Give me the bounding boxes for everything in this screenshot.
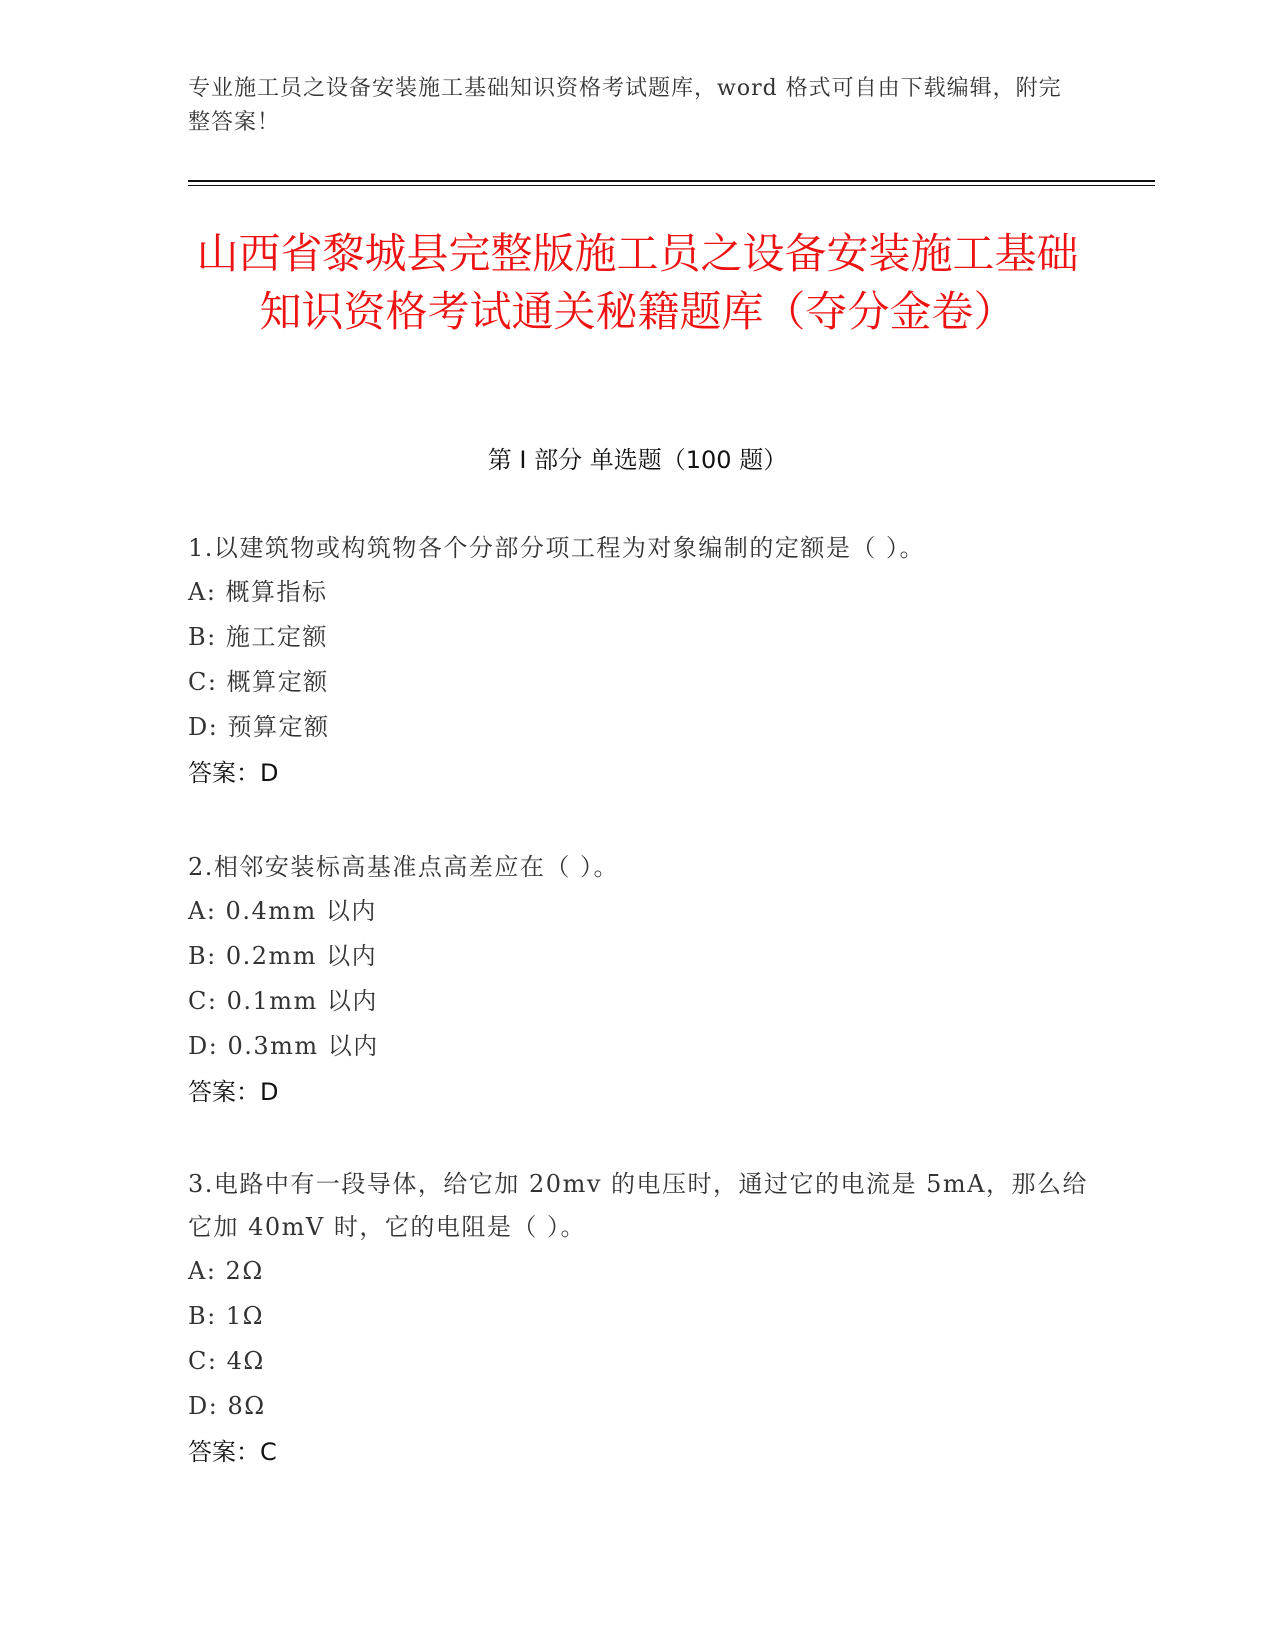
- header-divider-thin: [188, 185, 1155, 186]
- document-title: 山西省黎城县完整版施工员之设备安装施工基础知识资格考试通关秘籍题库（夺分金卷）: [196, 229, 1079, 336]
- option-c: C: 4Ω: [188, 1347, 265, 1375]
- answer-line: 答案：C: [188, 1438, 277, 1466]
- option-d: D: 8Ω: [188, 1392, 266, 1420]
- header-divider-thick: [188, 180, 1155, 182]
- option-d: D: 预算定额: [188, 713, 330, 741]
- question-stem: 3.电路中有一段导体，给它加 20mv 的电压时，通过它的电流是 5mA，那么给它加 40mV 时，它的电阻是（ ）。: [188, 1170, 1088, 1241]
- question-item: [188, 846, 1088, 1115]
- question-item: [188, 1163, 1088, 1475]
- option-a: A: 2Ω: [188, 1257, 264, 1285]
- header-note: 专业施工员之设备安装施工基础知识资格考试题库，word 格式可自由下载编辑，附完整答案！: [188, 76, 1062, 135]
- option-b: B: 1Ω: [188, 1302, 265, 1330]
- option-a: A: 概算指标: [188, 578, 328, 606]
- option-c: C: 0.1mm 以内: [188, 987, 378, 1015]
- answer-line: 答案：D: [188, 759, 279, 787]
- option-c: C: 概算定额: [188, 668, 329, 696]
- option-b: B: 施工定额: [188, 623, 328, 651]
- question-stem: 2.相邻安装标高基准点高差应在（ ）。: [188, 853, 620, 881]
- section-heading: 第 I 部分 单选题（100 题）: [487, 446, 788, 474]
- question-item: [188, 527, 1088, 796]
- option-a: A: 0.4mm 以内: [188, 897, 377, 925]
- answer-line: 答案：D: [188, 1078, 279, 1106]
- option-b: B: 0.2mm 以内: [188, 942, 378, 970]
- option-d: D: 0.3mm 以内: [188, 1032, 379, 1060]
- question-stem: 1.以建筑物或构筑物各个分部分项工程为对象编制的定额是（ ）。: [188, 534, 926, 562]
